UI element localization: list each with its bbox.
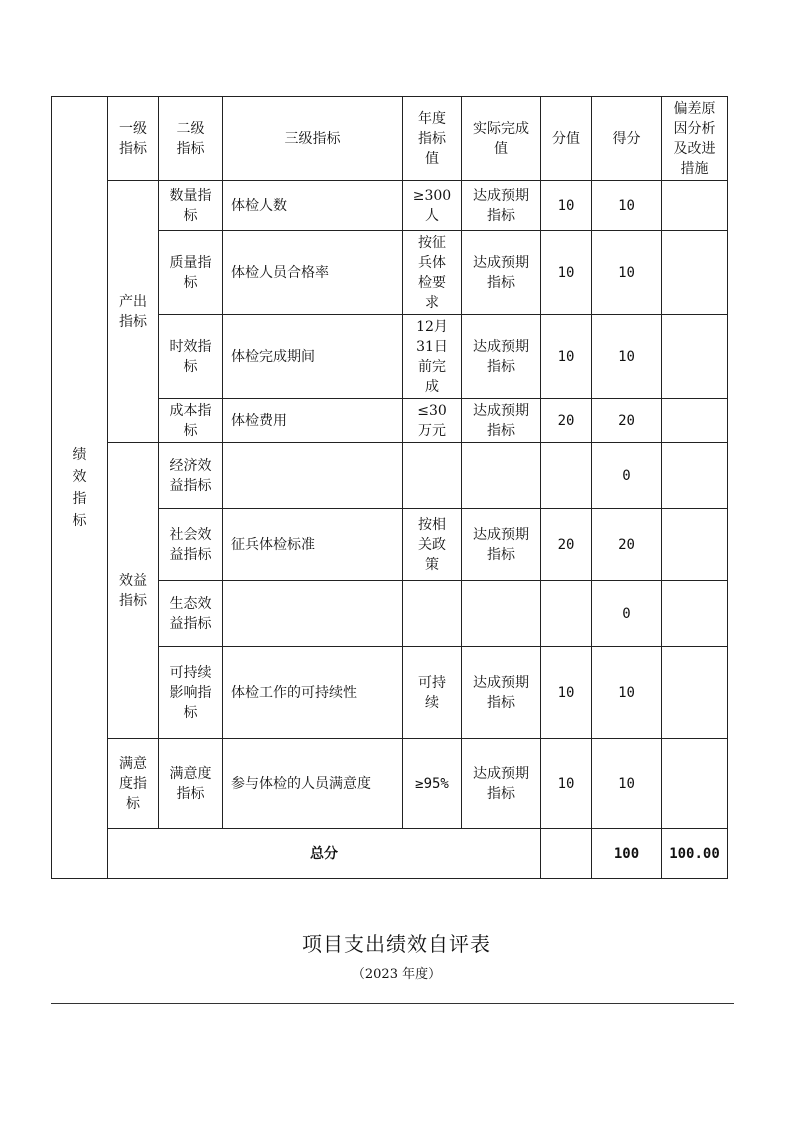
level1-satisfaction: 满意度指标 [108, 739, 159, 829]
total-actual [541, 829, 592, 879]
actual-cell: 达成预期指标 [462, 181, 541, 231]
deviation-cell [662, 181, 728, 231]
score-cell: 0 [592, 581, 662, 647]
actual-cell: 达成预期指标 [462, 509, 541, 581]
header-score: 得分 [592, 97, 662, 181]
level3-cell [223, 581, 403, 647]
level1-benefit: 效益指标 [108, 443, 159, 739]
weight-cell: 10 [541, 647, 592, 739]
level2-cell: 时效指标 [159, 315, 223, 399]
header-row [52, 97, 728, 181]
deviation-cell [662, 739, 728, 829]
level3-cell: 体检人员合格率 [223, 231, 403, 315]
level2-cell: 社会效益指标 [159, 509, 223, 581]
weight-cell: 20 [541, 509, 592, 581]
deviation-cell [662, 581, 728, 647]
score-cell: 10 [592, 739, 662, 829]
level3-cell: 体检费用 [223, 399, 403, 443]
target-cell [403, 443, 462, 509]
level3-cell: 体检完成期间 [223, 315, 403, 399]
target-cell [403, 581, 462, 647]
level2-cell: 质量指标 [159, 231, 223, 315]
weight-cell: 10 [541, 231, 592, 315]
level3-cell: 体检工作的可持续性 [223, 647, 403, 739]
level3-cell: 参与体检的人员满意度 [223, 739, 403, 829]
header-level1: 一级指标 [108, 97, 159, 181]
actual-cell [462, 443, 541, 509]
level2-cell: 生态效益指标 [159, 581, 223, 647]
score-cell: 0 [592, 443, 662, 509]
total-row [52, 829, 728, 879]
level1-output: 产出指标 [108, 181, 159, 443]
total-score: 100.00 [662, 829, 728, 879]
actual-cell: 达成预期指标 [462, 315, 541, 399]
header-weight: 分值 [541, 97, 592, 181]
level2-cell: 成本指标 [159, 399, 223, 443]
table-row [52, 739, 728, 829]
performance-table [51, 96, 728, 879]
level3-cell: 征兵体检标准 [223, 509, 403, 581]
deviation-cell [662, 315, 728, 399]
score-cell: 10 [592, 647, 662, 739]
header-target: 年度指标值 [403, 97, 462, 181]
target-cell: 按征兵体检要求 [403, 231, 462, 315]
score-cell: 20 [592, 399, 662, 443]
actual-cell: 达成预期指标 [462, 647, 541, 739]
section-year: （2023 年度） [351, 967, 442, 982]
total-label: 总分 [108, 829, 541, 879]
actual-cell [462, 581, 541, 647]
header-deviation: 偏差原因分析及改进措施 [662, 97, 728, 181]
score-cell: 20 [592, 509, 662, 581]
target-cell: 可持续 [403, 647, 462, 739]
section-title: 项目支出绩效自评表 [302, 932, 491, 956]
target-cell: 12月31日前完成 [403, 315, 462, 399]
level2-cell: 满意度指标 [159, 739, 223, 829]
deviation-cell [662, 231, 728, 315]
level2-cell: 经济效益指标 [159, 443, 223, 509]
target-cell: ≤30万元 [403, 399, 462, 443]
target-cell: ≥300人 [403, 181, 462, 231]
deviation-cell [662, 509, 728, 581]
total-weight: 100 [592, 829, 662, 879]
actual-cell: 达成预期指标 [462, 739, 541, 829]
deviation-cell [662, 647, 728, 739]
level2-cell: 数量指标 [159, 181, 223, 231]
deviation-cell [662, 443, 728, 509]
score-cell: 10 [592, 181, 662, 231]
deviation-cell [662, 399, 728, 443]
level3-cell [223, 443, 403, 509]
group-label-cell: 绩效指标 [52, 97, 108, 879]
weight-cell [541, 443, 592, 509]
divider [51, 1003, 734, 1004]
actual-cell: 达成预期指标 [462, 399, 541, 443]
target-cell: 按相关政策 [403, 509, 462, 581]
weight-cell: 20 [541, 399, 592, 443]
weight-cell: 10 [541, 181, 592, 231]
header-level3: 三级指标 [223, 97, 403, 181]
score-cell: 10 [592, 315, 662, 399]
score-cell: 10 [592, 231, 662, 315]
header-actual: 实际完成值 [462, 97, 541, 181]
weight-cell [541, 581, 592, 647]
header-level2: 二级指标 [159, 97, 223, 181]
level2-cell: 可持续影响指标 [159, 647, 223, 739]
actual-cell: 达成预期指标 [462, 231, 541, 315]
weight-cell: 10 [541, 739, 592, 829]
level3-cell: 体检人数 [223, 181, 403, 231]
table-row [52, 181, 728, 231]
target-cell: ≥95% [403, 739, 462, 829]
table-row [52, 443, 728, 509]
weight-cell: 10 [541, 315, 592, 399]
